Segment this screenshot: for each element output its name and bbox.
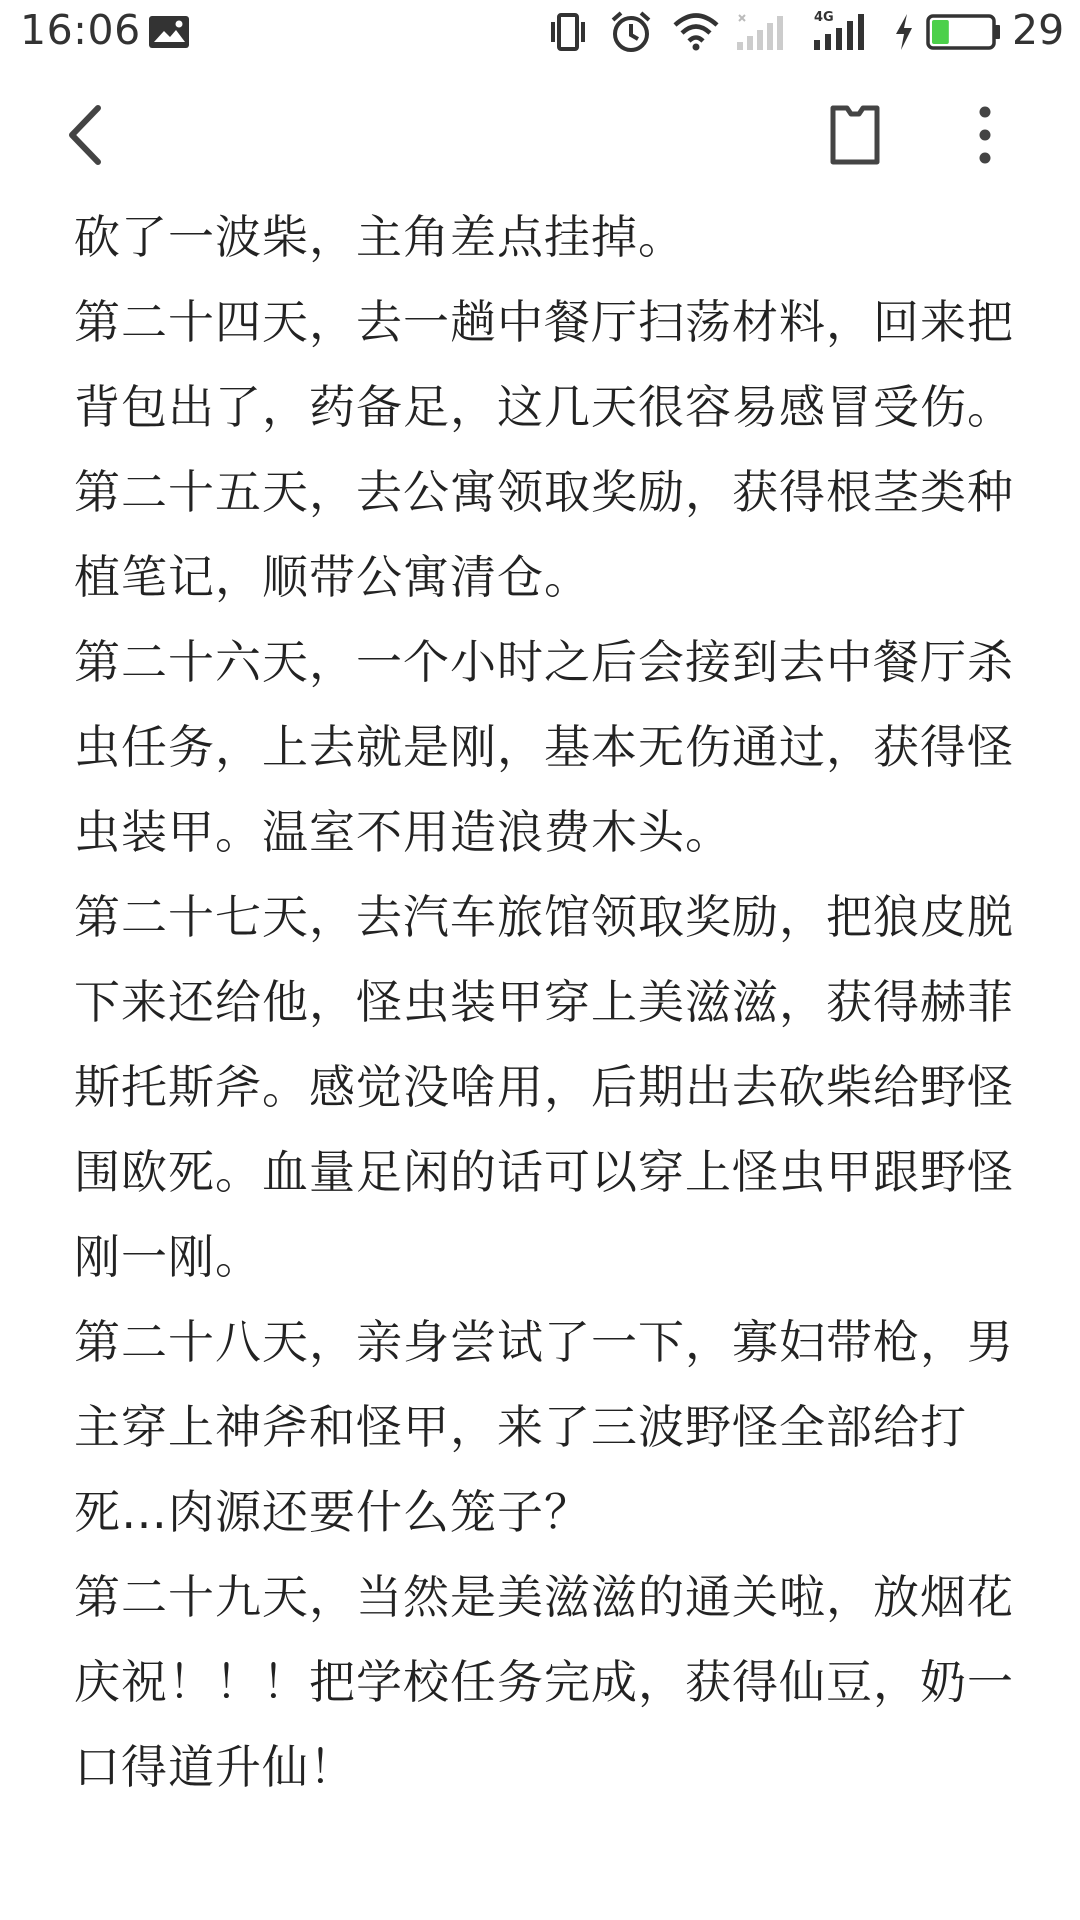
paragraph: 第二十四天，去一趟中餐厅扫荡材料，回来把背包出了，药备足，这几天很容易感冒受伤。 bbox=[74, 295, 1014, 434]
reader-toolbar bbox=[0, 80, 1080, 190]
paragraph: 砍了一波柴，主角差点挂掉。 bbox=[74, 210, 685, 264]
vibrate-icon bbox=[550, 12, 586, 52]
image-icon bbox=[148, 15, 190, 49]
battery-percent: 29 bbox=[1012, 6, 1065, 54]
battery-icon bbox=[926, 14, 1002, 50]
signal-empty-icon bbox=[735, 12, 785, 52]
network-label: 4G bbox=[814, 10, 834, 25]
wifi-icon bbox=[672, 12, 720, 52]
back-icon[interactable] bbox=[58, 100, 118, 170]
alarm-icon bbox=[610, 10, 652, 54]
paragraph: 第二十九天，当然是美滋滋的通关啦，放烟花庆祝！！！把学校任务完成，获得仙豆，奶一口得道升仙！ bbox=[74, 1570, 1014, 1794]
charging-icon bbox=[892, 12, 916, 52]
paragraph: 第二十五天，去公寓领取奖励，获得根茎类种植笔记，顺带公寓清仓。 bbox=[74, 465, 1014, 604]
paragraph: 第二十七天，去汽车旅馆领取奖励，把狼皮脱下来还给他，怪虫装甲穿上美滋滋，获得赫菲斯托斯斧。感觉没啥用，后期出去砍柴给野怪围欧死。血量足闲的话可以穿上怪虫甲跟野怪刚一刚。 bbox=[74, 890, 1014, 1284]
status-bar bbox=[0, 0, 1080, 66]
bookmark-icon[interactable] bbox=[825, 102, 885, 168]
more-icon[interactable] bbox=[965, 100, 1005, 170]
reader-content bbox=[74, 195, 1014, 1810]
paragraph: 第二十六天，一个小时之后会接到去中餐厅杀虫任务，上去就是刚，基本无伤通过，获得怪虫装甲。温室不用造浪费木头。 bbox=[74, 635, 1014, 859]
signal-4g-icon bbox=[812, 12, 874, 52]
status-time: 16:06 bbox=[20, 6, 141, 54]
paragraph: 第二十八天，亲身尝试了一下，寡妇带枪，男主穿上神斧和怪甲，来了三波野怪全部给打死…肉源还要什么笼子？ bbox=[74, 1315, 1014, 1539]
